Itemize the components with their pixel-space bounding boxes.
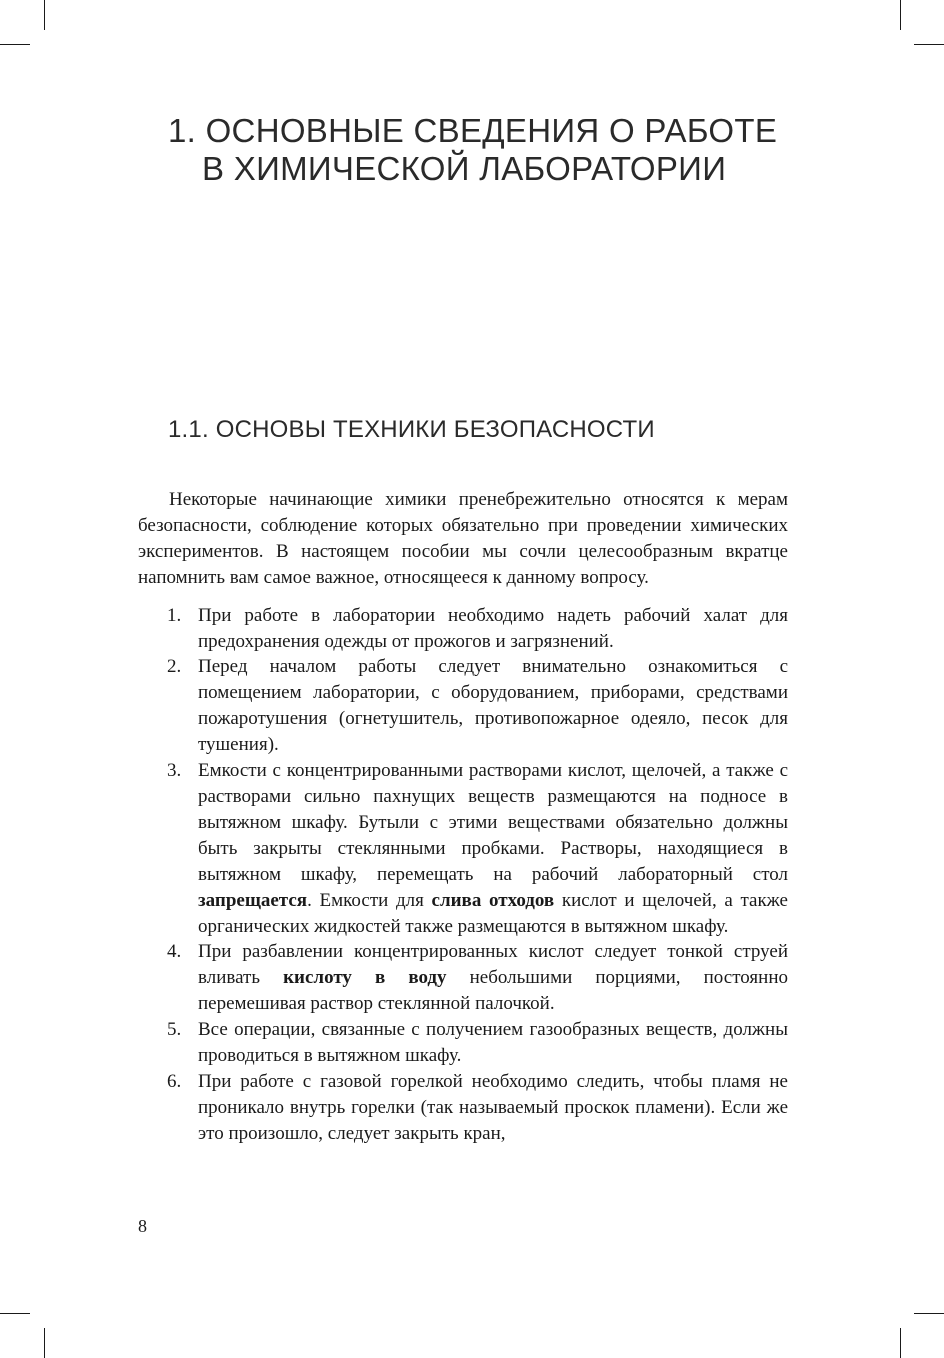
- list-item-number: 2.: [167, 656, 182, 678]
- list-item-text: кислот и щелочей, а также органических жидкостей также размещаются в вытяжном шкафу.: [198, 889, 788, 937]
- list-item-number: 5.: [167, 1019, 182, 1041]
- list-item-number: 3.: [167, 760, 182, 782]
- list-item-number: 4.: [167, 941, 182, 963]
- crop-mark: [914, 44, 944, 45]
- crop-mark: [0, 1313, 30, 1314]
- list-item: [138, 654, 788, 758]
- crop-mark: [914, 1313, 944, 1314]
- list-item-text: При работе в лаборатории необходимо надеть рабочий халат для предохранения одежды от прожогов и загрязнений.: [198, 604, 788, 652]
- chapter-title-line2: В ХИМИЧЕСКОЙ ЛАБОРАТОРИИ: [202, 150, 727, 187]
- list-item: [138, 603, 788, 655]
- list-item: [138, 1017, 788, 1069]
- crop-mark: [44, 1328, 45, 1358]
- body-text: [138, 487, 788, 1147]
- crop-mark: [900, 1328, 901, 1358]
- safety-rules-list: [138, 603, 788, 1147]
- list-item-text: При работе с газовой горелкой необходимо следить, чтобы пламя не проникало внутрь горелки (так называемый проскок пламени). Если же это произошло, следует закрыть кран,: [198, 1070, 788, 1144]
- list-item-text: Все операции, связанные с получением газообразных веществ, должны проводиться в вытяжном шкафу.: [198, 1019, 788, 1067]
- list-item: [138, 758, 788, 939]
- crop-mark: [44, 0, 45, 30]
- list-item-text: Емкости с концентрированными растворами кислот, щелочей, а также с растворами сильно пахнущих веществ размещаются на подносе в вытяжном шкафу. Бутыли с этими веществами обязательно должны быть закрыты стеклянными пробками. Растворы, находящиеся в вытяжном шкафу, перемещать на рабочий лабораторный стол: [198, 760, 788, 885]
- list-item: [138, 1069, 788, 1147]
- list-item-text: При разбавлении концентрированных кислот следует тонкой струей вливать: [198, 941, 788, 989]
- list-item-text: Перед началом работы следует внимательно ознакомиться с помещением лаборатории, с оборудованием, приборами, средствами пожаротушения (огнетушитель, противопожарное одеяло, песок для тушения).: [198, 656, 788, 756]
- chapter-title-line1: 1. ОСНОВНЫЕ СВЕДЕНИЯ О РАБОТЕ: [168, 112, 778, 149]
- crop-mark: [900, 0, 901, 30]
- intro-paragraph: Некоторые начинающие химики пренебрежительно относятся к мерам безопасности, соблюдение которых обязательно при проведении химических экспериментов. В настоящем пособии мы сочли целесообразным вкратце напомнить вам самое важное, относящееся к данному вопросу.: [138, 489, 788, 588]
- list-item-number: 1.: [167, 604, 182, 626]
- bold-emphasis: кислоту в воду: [283, 967, 447, 989]
- section-title: 1.1. ОСНОВЫ ТЕХНИКИ БЕЗОПАСНОСТИ: [168, 416, 655, 443]
- chapter-title: [168, 112, 808, 188]
- crop-mark: [0, 44, 30, 45]
- list-item-number: 6.: [167, 1070, 182, 1092]
- page-number: 8: [138, 1216, 147, 1236]
- list-item-text: небольшими порциями, постоянно перемешивая раствор стеклянной палочкой.: [198, 967, 788, 1015]
- bold-emphasis: запрещается: [198, 889, 308, 911]
- list-item-text: . Емкости для: [307, 889, 432, 911]
- list-item: [138, 939, 788, 1017]
- bold-emphasis: слива отходов: [431, 889, 555, 911]
